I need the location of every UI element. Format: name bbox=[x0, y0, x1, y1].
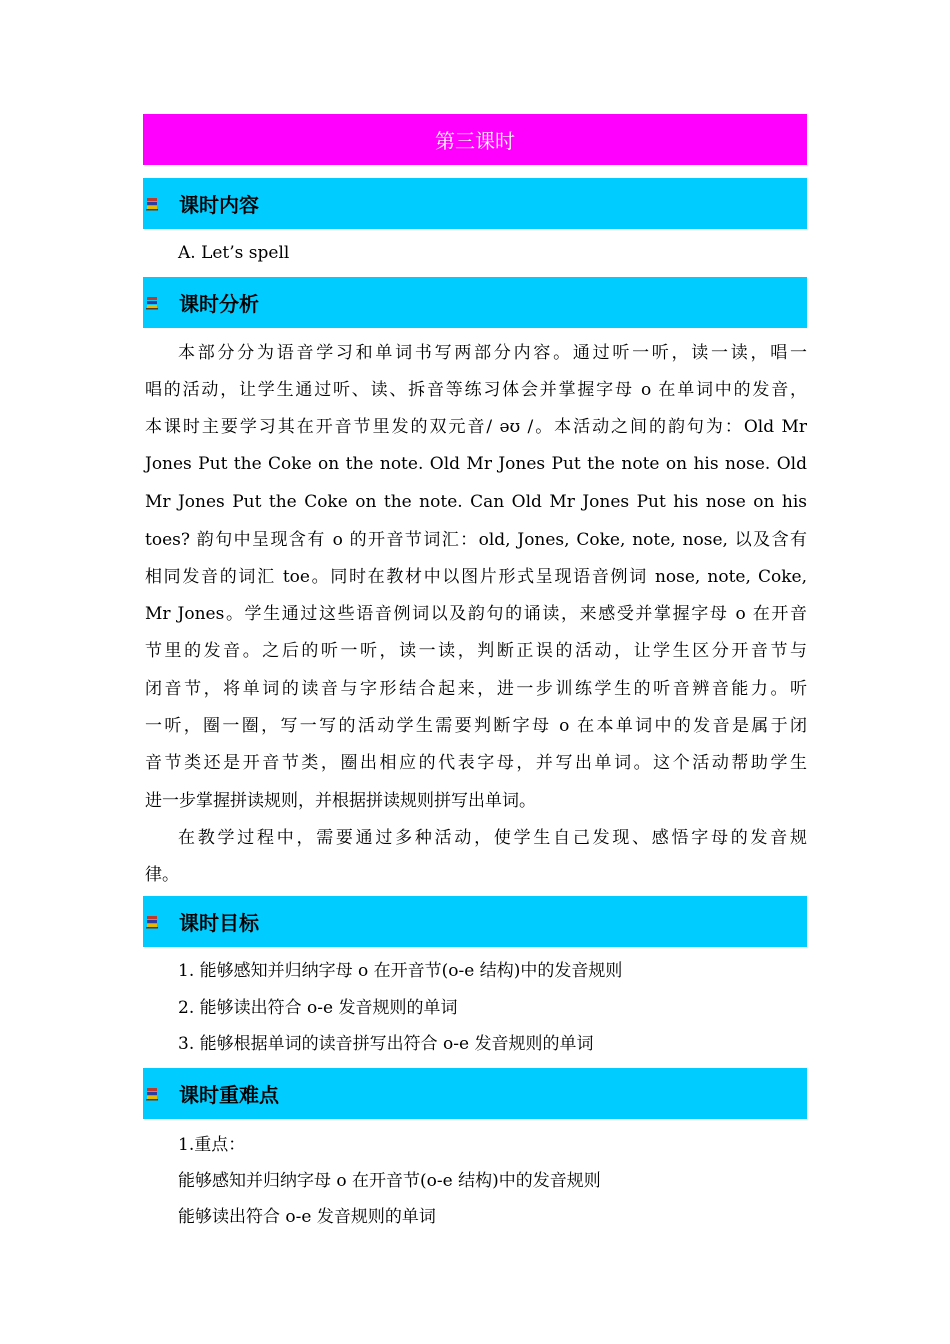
section-title-key-points: 课时重难点 bbox=[179, 1083, 279, 1107]
analysis-line: 本部分分为语音学习和单词书写两部分内容。通过听一听，读一读，唱一 bbox=[178, 343, 807, 363]
section-header-goals bbox=[143, 896, 807, 947]
section-header-analysis bbox=[143, 277, 807, 328]
lesson-title-bar bbox=[143, 114, 807, 165]
analysis-line: 本课时主要学习其在开音节里发的双元音/ əʊ /。本活动之间的韵句为：Old Mr bbox=[145, 417, 807, 437]
goal-item: 3. 能够根据单词的读音拼写出符合 o-e 发音规则的单词 bbox=[178, 1034, 594, 1054]
section-header-content bbox=[143, 178, 807, 229]
key-point-line: 1.重点： bbox=[178, 1135, 246, 1155]
analysis-line: Mr Jones Put the Coke on the note. Can Old Mr Jones Put his nose on his bbox=[145, 492, 807, 512]
lesson-title: 第三课时 bbox=[435, 129, 515, 153]
section-title-content: 课时内容 bbox=[179, 193, 259, 217]
section-title-analysis: 课时分析 bbox=[179, 292, 259, 316]
analysis-line: 进一步掌握拼读规则，并根据拼读规则拼写出单词。 bbox=[145, 791, 536, 811]
section-header-key-points bbox=[143, 1068, 807, 1119]
key-point-line: 能够感知并归纳字母 o 在开音节(o-e 结构)中的发音规则 bbox=[178, 1171, 601, 1191]
analysis-line: 在教学过程中，需要通过多种活动，使学生自己发现、感悟字母的发音规 bbox=[178, 828, 807, 848]
analysis-line: 律。 bbox=[145, 865, 179, 885]
analysis-line: 相同发音的词汇 toe。同时在教材中以图片形式呈现语音例词 nose, note, Coke, bbox=[145, 567, 807, 587]
analysis-line: 一听，圈一圈，写一写的活动学生需要判断字母 o 在本单词中的发音是属于闭 bbox=[145, 716, 807, 736]
analysis-line: toes? 韵句中呈现含有 o 的开音节词汇：old, Jones, Coke, note, nose, 以及含有 bbox=[145, 530, 807, 550]
book-stack-icon bbox=[145, 915, 159, 929]
analysis-line: 闭音节，将单词的读音与字形结合起来，进一步训练学生的听音辨音能力。听 bbox=[145, 679, 807, 699]
goal-item: 2. 能够读出符合 o-e 发音规则的单词 bbox=[178, 998, 458, 1018]
analysis-line: Jones Put the Coke on the note. Old Mr Jones Put the note on his nose. Old bbox=[145, 454, 807, 474]
analysis-line: 唱的活动，让学生通过听、读、拆音等练习体会并掌握字母 o 在单词中的发音， bbox=[145, 380, 807, 400]
book-stack-icon bbox=[145, 1087, 159, 1101]
book-stack-icon bbox=[145, 197, 159, 211]
section-title-goals: 课时目标 bbox=[179, 911, 259, 935]
book-stack-icon bbox=[145, 296, 159, 310]
analysis-line: 音节类还是开音节类，圈出相应的代表字母，并写出单词。这个活动帮助学生 bbox=[145, 753, 807, 773]
analysis-line: Mr Jones。学生通过这些语音例词以及韵句的诵读，来感受并掌握字母 o 在开音 bbox=[145, 604, 807, 624]
analysis-line: 节里的发音。之后的听一听，读一读，判断正误的活动，让学生区分开音节与 bbox=[145, 641, 807, 661]
goal-item: 1. 能够感知并归纳字母 o 在开音节(o-e 结构)中的发音规则 bbox=[178, 961, 623, 981]
key-point-line: 能够读出符合 o-e 发音规则的单词 bbox=[178, 1207, 436, 1227]
content-line: A. Let’s spell bbox=[178, 243, 290, 263]
